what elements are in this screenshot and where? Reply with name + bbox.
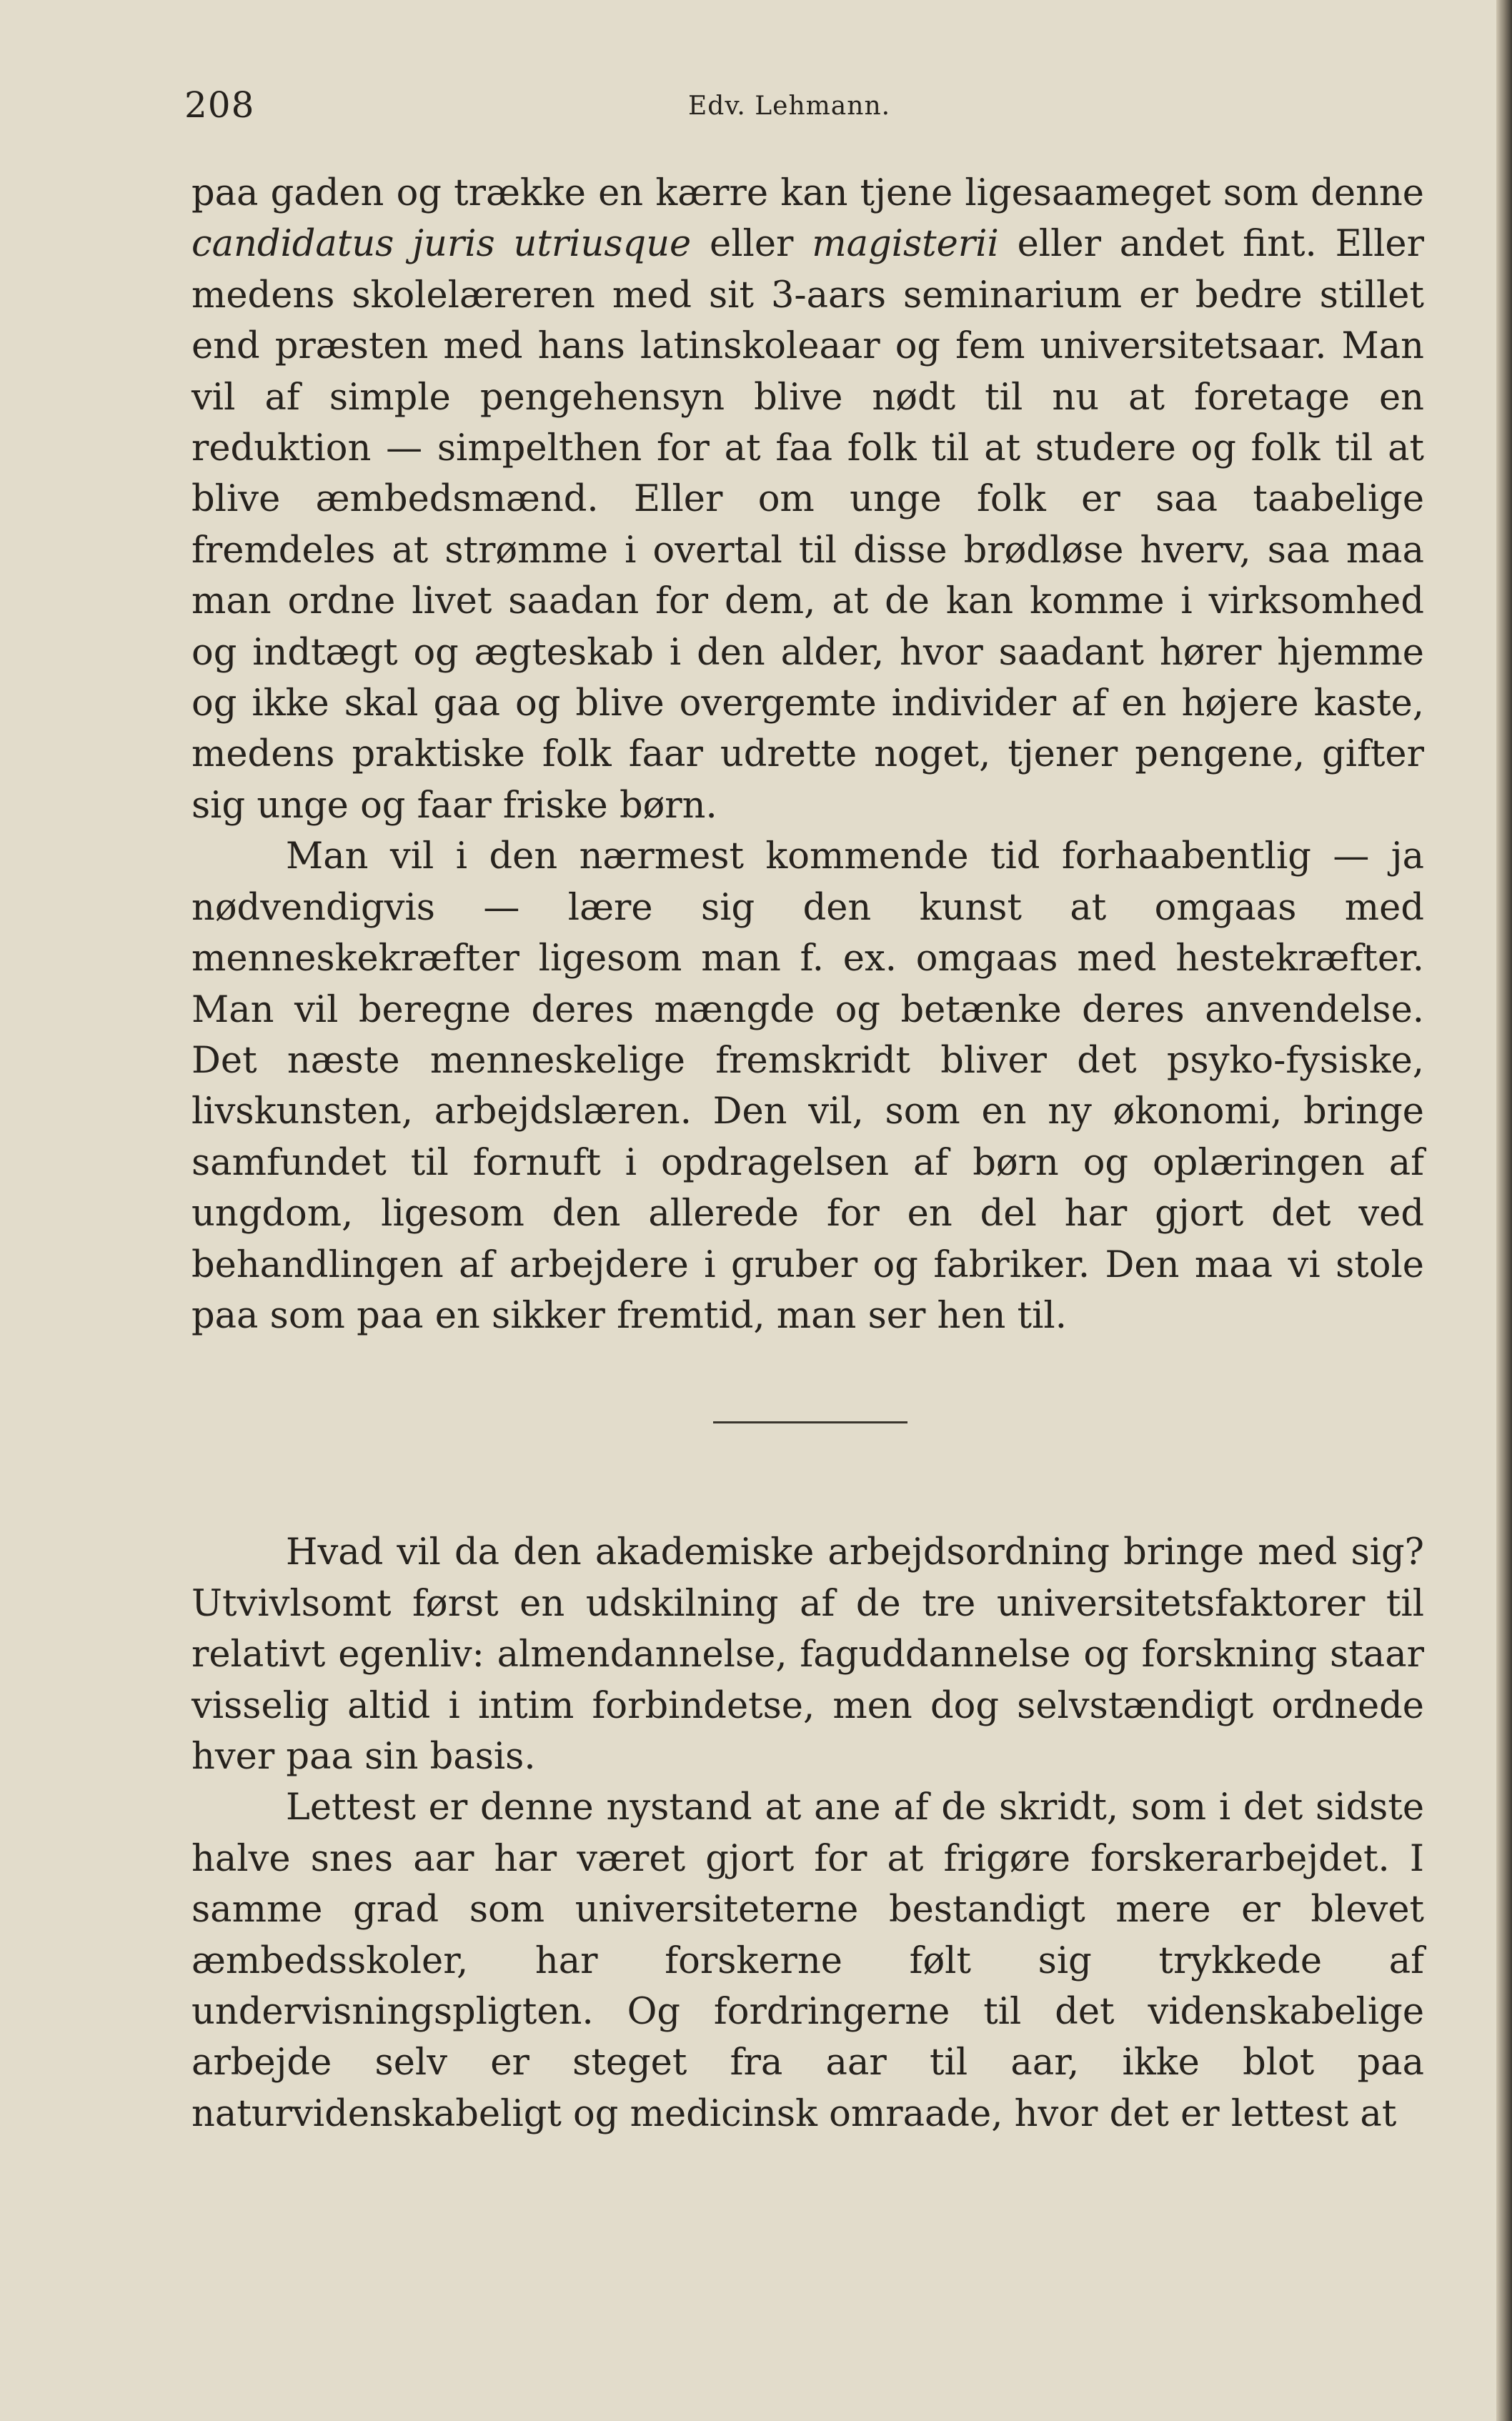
text-run: eller andet fint. Eller medens skolelæreren med sit 3-aars seminarium er bedre stillet end præsten med hans latinskoleaar og fem universitetsaar. Man vil af simple pengehensyn blive nødt til nu at foretage en reduktion — simpelthen for at faa folk til at studere og folk til at blive æmbedsmænd. Eller om unge folk er saa taabelige fremdeles at strømme i overtal til disse brødløse hverv, saa maa man ordne livet saadan for dem, at de kan komme i virksomhed og indtægt og ægteskab i den alder, hvor saadant hører hjemme og ikke skal gaa og blive overgemte individer af en højere kaste, medens praktiske folk faar udrette noget, tjener pengene, gifter sig unge og faar friske børn. [192,223,1424,827]
page-binding-edge [1496,0,1512,2421]
paragraph: Lettest er denne nystand at ane af de skridt, som i det sidste halve snes aar har været gjort for at frigøre forskerarbejdet. I samme grad som universiteterne bestandigt mere er blevet æmbedsskoler, har forskerne følt sig trykkede af undervisningspligten. Og fordringerne til det videnskabelige arbejde selv er steget fra aar til aar, ikke blot paa naturvidenskabeligt og medicinsk omraade, hvor det er lettest at [192,1786,1424,2135]
italic-term: candidatus juris utriusque [192,223,692,266]
body-text [192,168,1424,2139]
page-number: 208 [184,84,255,126]
paragraph: Hvad vil da den akademiske arbejdsordning bringe med sig? Utvivlsomt først en udskilning af de tre universitetsfaktorer til relativt egenliv: almendannelse, faguddannelse og forskning staar visselig altid i intim forbindetse, men dog selvstændigt ordnede hver paa sin basis. [192,1531,1424,1778]
running-head: Edv. Lehmann. [688,91,891,121]
text-run: paa gaden og trække en kærre kan tjene ligesaameget som denne [192,172,1424,214]
paragraph: Man vil i den nærmest kommende tid forhaabentlig — ja nødvendigvis — lære sig den kunst at omgaas med menneskekræfter ligesom man f. ex. omgaas med hestekræfter. Man vil beregne deres mængde og betænke deres anvendelse. Det næste menneskelige fremskridt bliver det psyko-fysiske, livskunsten, arbejdslæren. Den vil, som en ny økonomi, bringe samfundet til fornuft i opdragelsen af børn og oplæringen af ungdom, ligesom den allerede for en del har gjort det ved behandlingen af arbejdere i gruber og fabriker. Den maa vi stole paa som paa en sikker fremtid, man ser hen til. [192,835,1424,1337]
paragraph [192,168,1424,831]
text-run: eller [691,223,812,266]
section-divider [713,1421,907,1423]
page-header [184,84,1428,141]
italic-term: magisterii [812,223,999,266]
new-section [192,1527,1424,2139]
